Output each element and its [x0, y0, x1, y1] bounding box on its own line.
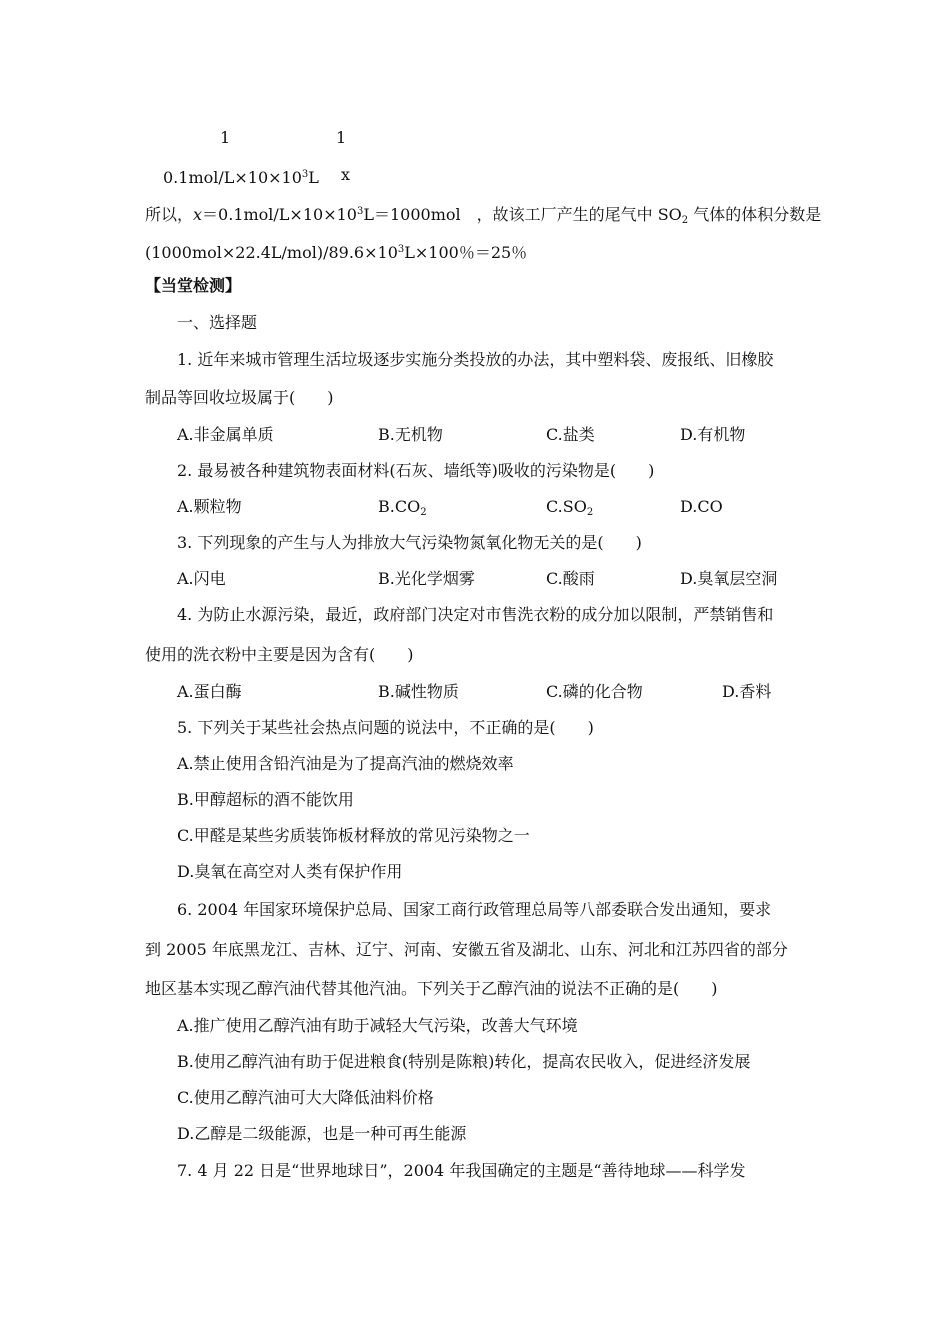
calc-given-row: $0.1mol/L\times 10\times 10^3L$ — [163, 168, 319, 187]
q2-option-b: $B.CO_2$ — [378, 497, 427, 518]
q6-option-a: A.推广使用乙醇汽油有助于减轻大气污染，改善大气环境 — [177, 1016, 578, 1035]
q1-stem-line1: 1. 近年来城市管理生活垃圾逐步实施分类投放的办法，其中塑料袋、废报纸、旧橡胶 — [177, 350, 774, 369]
q3-option-b: B.光化学烟雾 — [378, 569, 475, 588]
q1-stem-line2: 制品等回收垃圾属于( ) — [145, 388, 334, 407]
q6-stem-line3: 地区基本实现乙醇汽油代替其他汽油。下列关于乙醇汽油的说法不正确的是( ) — [145, 979, 718, 998]
calc-result-line: 所以，$x=0.1mol/L\times 10\times 10^3L=1000mol$ ，故该工厂产生的尾气中 $SO_2$ 气体的体积分数是 — [145, 205, 822, 226]
q4-option-a: A.蛋白酶 — [177, 682, 242, 701]
q6-option-c: C.使用乙醇汽油可大大降低油料价格 — [177, 1088, 434, 1107]
q2-option-a: A.颗粒物 — [177, 497, 242, 516]
q3-stem-line1: 3. 下列现象的产生与人为排放大气污染物氮氧化物无关的是( ) — [177, 533, 642, 552]
q5-option-a: A.禁止使用含铅汽油是为了提高汽油的燃烧效率 — [177, 754, 514, 773]
q3-option-d: D.臭氧层空洞 — [680, 569, 778, 588]
q5-option-b: B.甲醇超标的酒不能饮用 — [177, 790, 354, 809]
q5-option-c: C.甲醛是某些劣质装饰板材释放的常见污染物之一 — [177, 826, 530, 845]
q2-option-c: $C.SO_2$ — [546, 497, 594, 518]
q1-option-a: A.非金属单质 — [177, 425, 274, 444]
q4-option-b: B.碱性物质 — [378, 682, 459, 701]
q3-option-c: C.酸雨 — [546, 569, 595, 588]
q6-stem-line2: 到 2005 年底黑龙江、吉林、辽宁、河南、安徽五省及湖北、山东、河北和江苏四省的部分 — [145, 940, 788, 959]
q4-option-c: C.磷的化合物 — [546, 682, 643, 701]
q4-stem-line2: 使用的洗衣粉中主要是因为含有( ) — [145, 645, 414, 664]
q6-option-b: B.使用乙醇汽油有助于促进粮食(特别是陈粮)转化，提高农民收入，促进经济发展 — [177, 1052, 751, 1071]
q2-option-d: D.CO — [680, 497, 723, 516]
q2-stem-line1: 2. 最易被各种建筑物表面材料(石灰、墙纸等)吸收的污染物是( ) — [177, 461, 655, 480]
q4-option-d: D.香料 — [722, 682, 772, 701]
section-title: 【当堂检测】 — [145, 276, 242, 295]
calc-given-var: x — [341, 165, 351, 184]
q5-stem-line1: 5. 下列关于某些社会热点问题的说法中，不正确的是( ) — [177, 718, 594, 737]
ratio-right: 1 — [336, 128, 347, 147]
subsection-title: 一、选择题 — [177, 313, 258, 332]
q1-option-c: C.盐类 — [546, 425, 595, 444]
q6-option-d: D.乙醇是二级能源，也是一种可再生能源 — [177, 1124, 467, 1143]
calc-fraction-line: $(1000mol\times 22.4L/mol)/89.6\times 10^3L\times 100$％＝25％ — [145, 243, 528, 262]
q5-option-d: D.臭氧在高空对人类有保护作用 — [177, 862, 403, 881]
q6-stem-line1: 6. 2004 年国家环境保护总局、国家工商行政管理总局等八部委联合发出通知，要求 — [177, 900, 772, 919]
q1-option-d: D.有机物 — [680, 425, 746, 444]
ratio-left: 1 — [220, 128, 231, 147]
q4-stem-line1: 4. 为防止水源污染，最近，政府部门决定对市售洗衣粉的成分加以限制，严禁销售和 — [177, 605, 774, 624]
q3-option-a: A.闪电 — [177, 569, 226, 588]
q1-option-b: B.无机物 — [378, 425, 443, 444]
q7-stem-line1: 7. 4 月 22 日是“世界地球日”，2004 年我国确定的主题是“善待地球——科学发 — [177, 1161, 746, 1180]
